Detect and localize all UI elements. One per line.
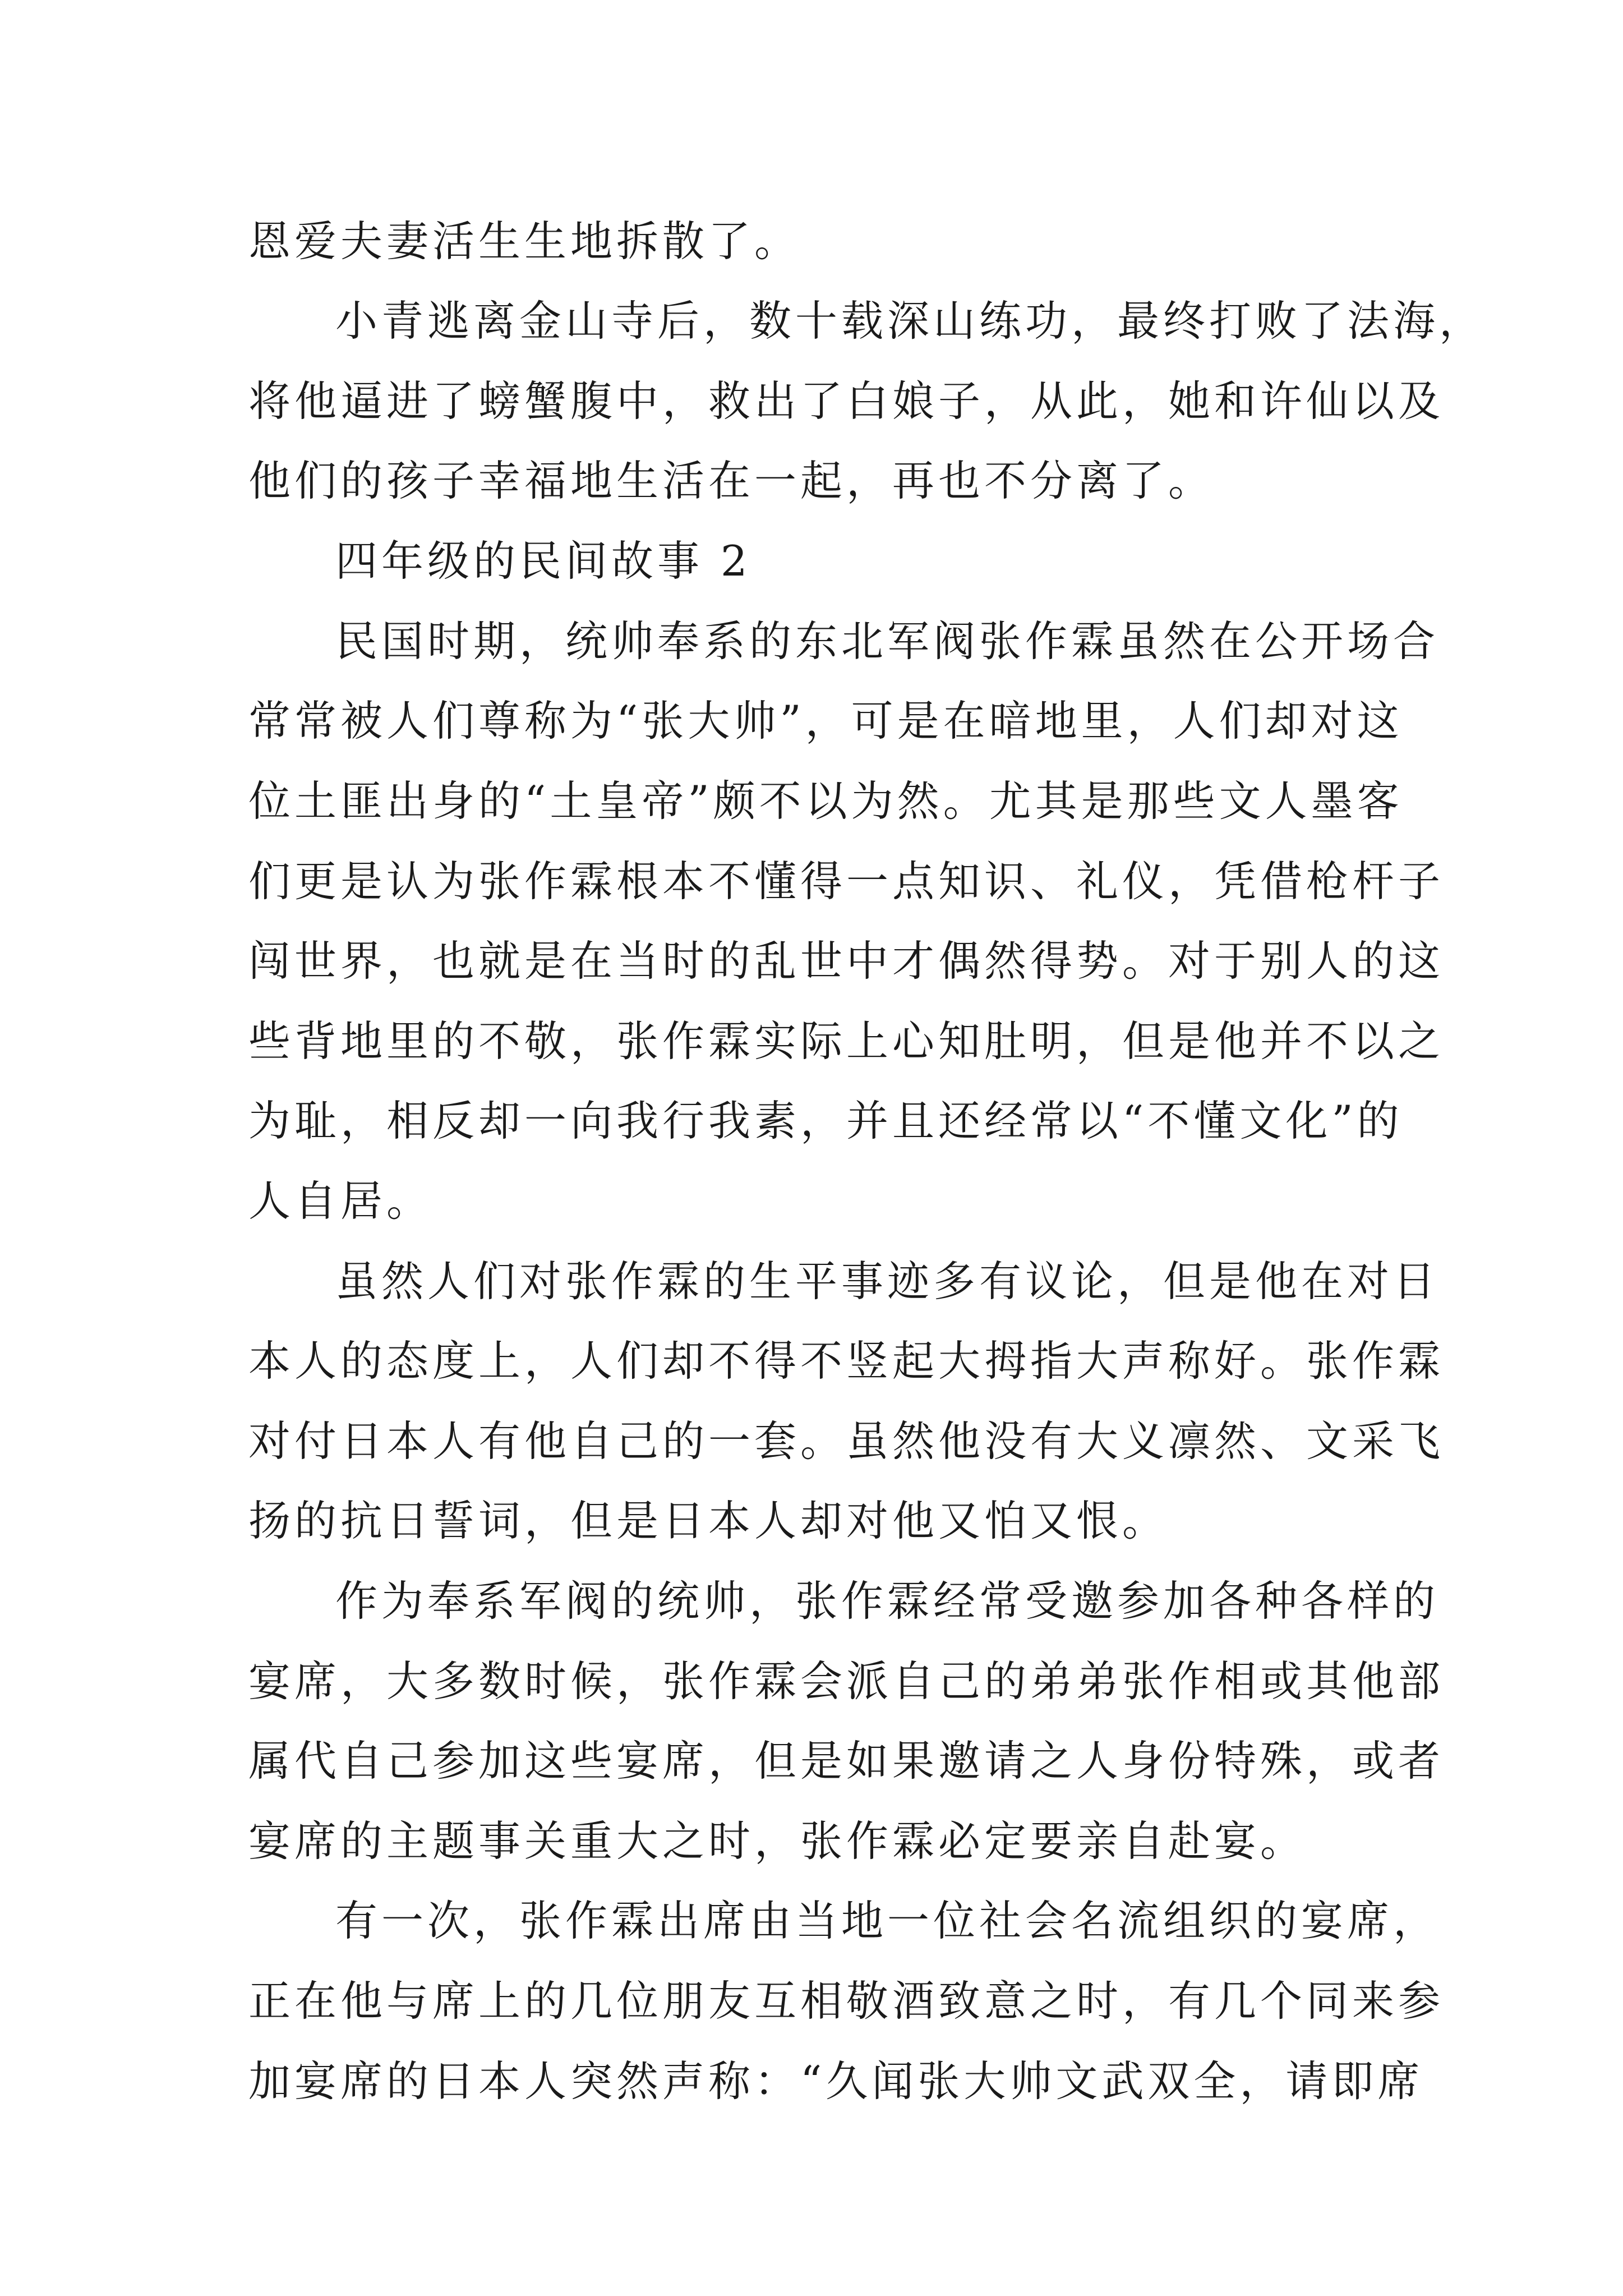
paragraph-first-line: 虽然人们对张作霖的生平事迹多有议论，但是他在对日 xyxy=(335,1257,1440,1306)
text-line: 本人的态度上，人们却不得不竖起大拇指大声称好。张作霖 xyxy=(248,1336,1445,1386)
text-line: 位土匪出身的“土皇帝”颇不以为然。尤其是那些文人墨客 xyxy=(248,776,1403,826)
section-heading: 四年级的民间故事 2 xyxy=(335,536,751,586)
paragraph-first-line: 民国时期，统帅奉系的东北军阀张作霖虽然在公开场合 xyxy=(335,616,1440,666)
text-line: 们更是认为张作霖根本不懂得一点知识、礼仪，凭借枪杆子 xyxy=(248,857,1445,906)
text-line: 恩爱夫妻活生生地拆散了。 xyxy=(248,217,801,266)
paragraph-first-line: 作为奉系军阀的统帅，张作霖经常受邀参加各种各样的 xyxy=(335,1576,1440,1626)
text-line: 属代自己参加这些宴席，但是如果邀请之人身份特殊，或者 xyxy=(248,1736,1445,1786)
text-line: 闯世界，也就是在当时的乱世中才偶然得势。对于别人的这 xyxy=(248,936,1445,986)
paragraph-first-line: 有一次，张作霖出席由当地一位社会名流组织的宴席， xyxy=(335,1896,1440,1945)
text-line: 对付日本人有他自己的一套。虽然他没有大义凛然、文采飞 xyxy=(248,1416,1445,1466)
text-line: 人自居。 xyxy=(248,1176,433,1226)
text-line: 正在他与席上的几位朋友互相敬酒致意之时，有几个同来参 xyxy=(248,1976,1445,2026)
text-line: 为耻，相反却一向我行我素，并且还经常以“不懂文化”的 xyxy=(248,1096,1403,1145)
text-line: 宴席，大多数时候，张作霖会派自己的弟弟张作相或其他部 xyxy=(248,1657,1445,1706)
text-line: 宴席的主题事关重大之时，张作霖必定要亲自赴宴。 xyxy=(248,1816,1307,1866)
text-line: 些背地里的不敬，张作霖实际上心知肚明，但是他并不以之 xyxy=(248,1016,1445,1066)
text-line: 常常被人们尊称为“张大帅”，可是在暗地里，人们却对这 xyxy=(248,696,1403,746)
text-line: 加宴席的日本人突然声称：“久闻张大帅文武双全，请即席 xyxy=(248,2056,1424,2106)
paragraph-first-line: 小青逃离金山寺后，数十载深山练功，最终打败了法海， xyxy=(335,296,1486,346)
text-line: 扬的抗日誓词，但是日本人却对他又怕又恨。 xyxy=(248,1496,1169,1545)
text-line: 他们的孩子幸福地生活在一起，再也不分离了。 xyxy=(248,456,1215,505)
text-line: 将他逼进了螃蟹腹中，救出了白娘子，从此，她和许仙以及 xyxy=(248,376,1445,426)
